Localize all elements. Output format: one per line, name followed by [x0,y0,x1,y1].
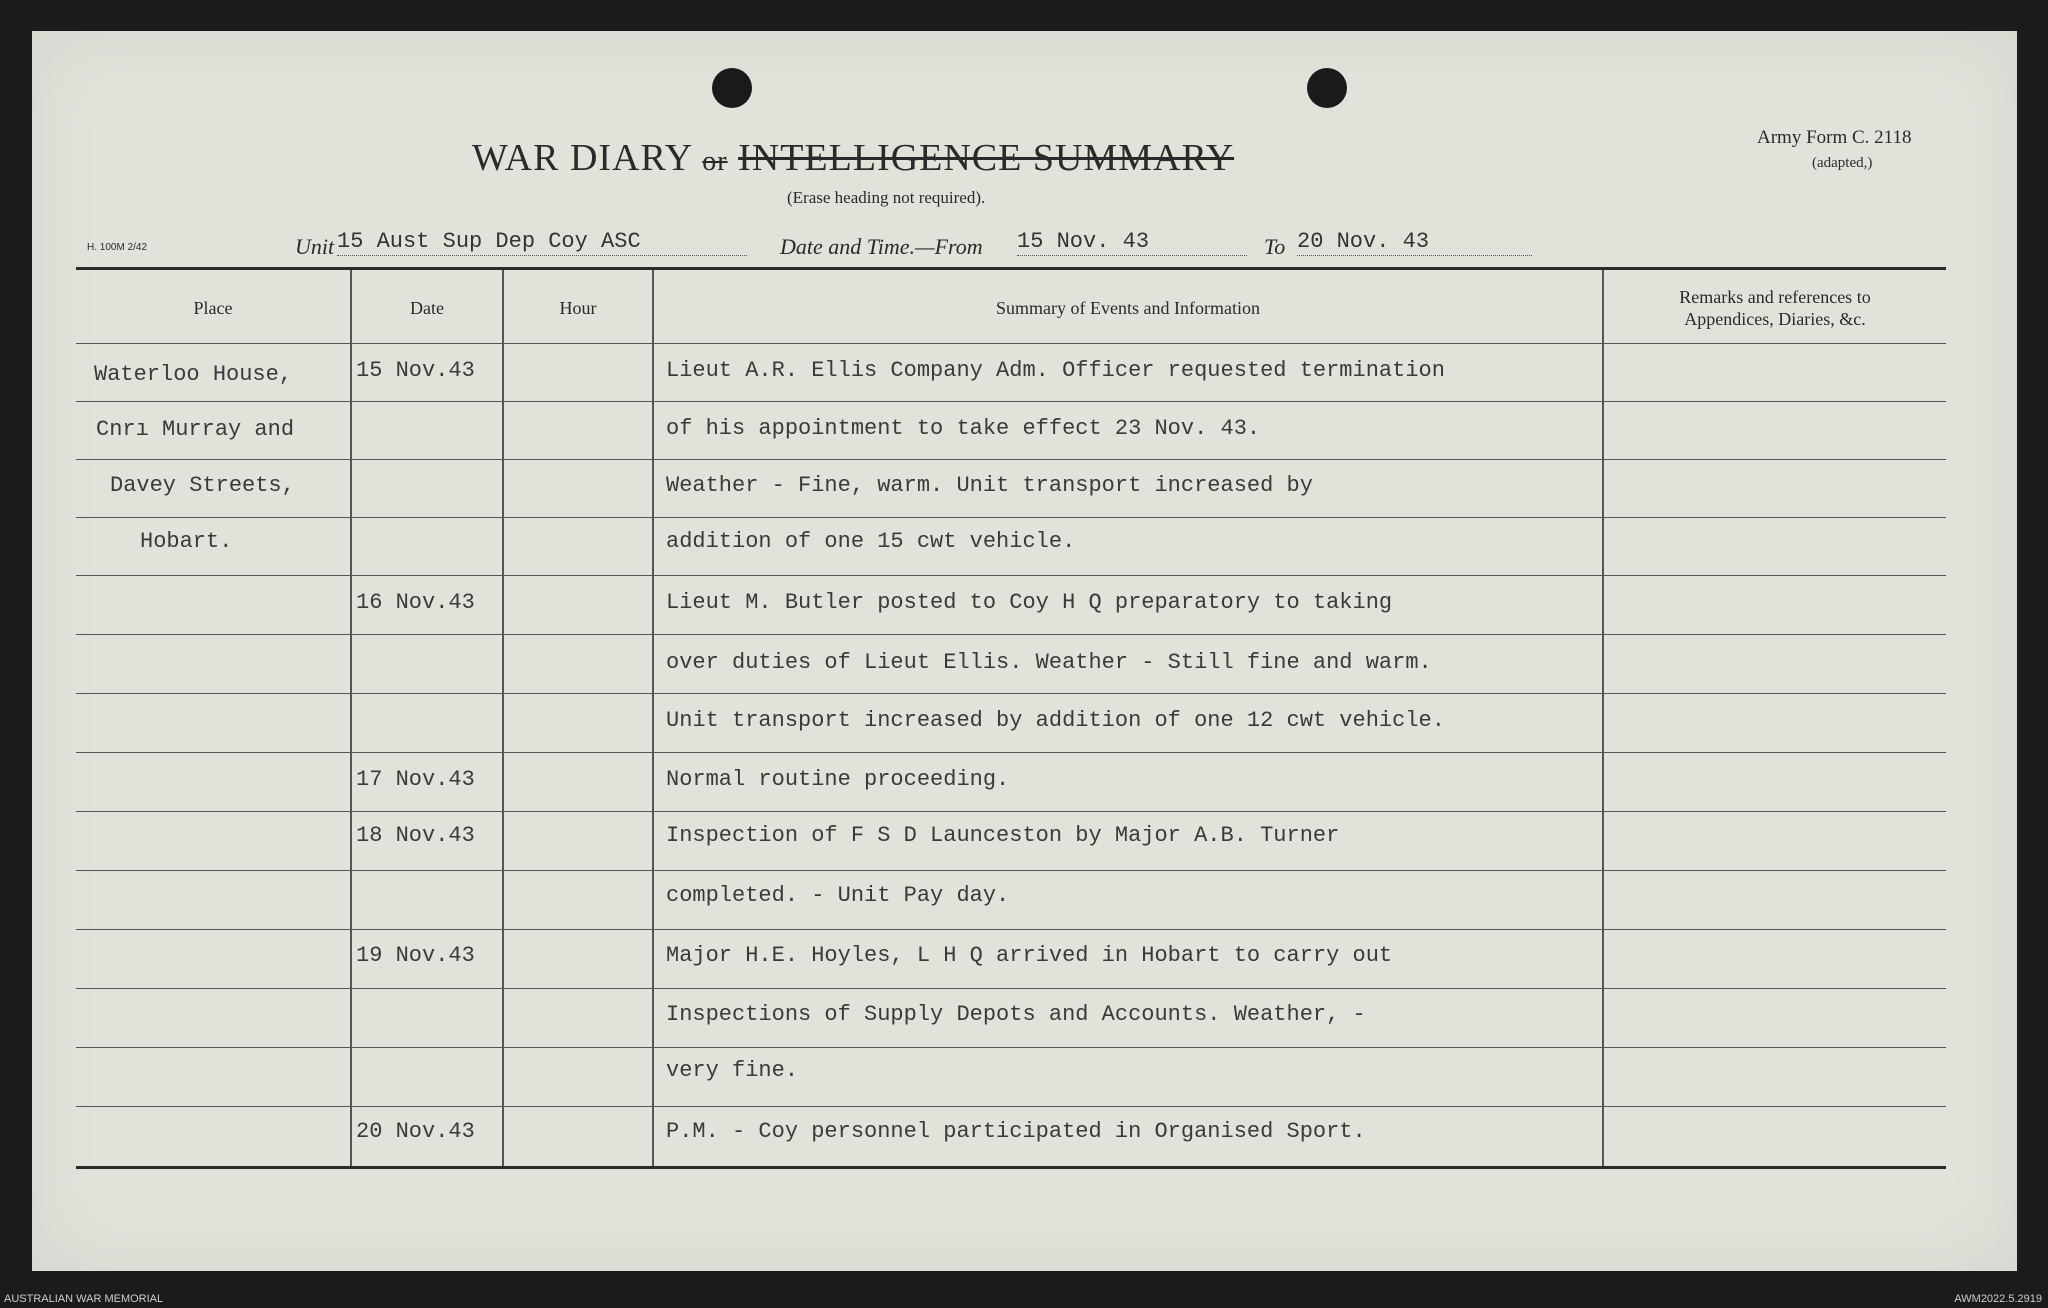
row-summary: Inspection of F S D Launceston by Major A.B. Turner [666,823,1340,848]
row-summary: Normal routine proceeding. [666,767,1010,792]
to-date-value: 20 Nov. 43 [1297,229,1532,256]
row-date: 17 Nov.43 [356,767,475,792]
row-summary: addition of one 15 cwt vehicle. [666,529,1076,554]
punch-hole [1307,68,1347,108]
unit-value: 15 Aust Sup Dep Coy ASC [337,229,747,256]
column-header-date: Date [410,297,444,318]
title-war-diary: WAR DIARY [472,137,692,179]
adapted-note: (adapted,) [1812,155,1873,171]
row-summary: of his appointment to take effect 23 Nov. 43. [666,416,1261,441]
archive-credit: AUSTRALIAN WAR MEMORIAL [4,1293,164,1305]
diary-table [76,267,1946,1169]
row-summary: Weather - Fine, warm. Unit transport increased by [666,473,1313,498]
place-line: Cnrı Murray and [96,417,295,442]
row-summary: Inspections of Supply Depots and Accounts. Weather, - [666,1002,1366,1027]
title-or: or [702,146,728,177]
row-date: 18 Nov.43 [356,823,475,848]
erase-note: (Erase heading not required). [787,188,986,207]
row-summary: over duties of Lieut Ellis. Weather - Still fine and warm. [666,650,1432,675]
army-form-number: Army Form C. 2118 [1757,127,1912,148]
row-summary: Lieut M. Butler posted to Coy H Q preparatory to taking [666,590,1393,615]
row-date: 20 Nov.43 [356,1119,475,1144]
row-date: 16 Nov.43 [356,590,475,615]
row-summary: Unit transport increased by addition of one 12 cwt vehicle. [666,708,1445,733]
row-date: 19 Nov.43 [356,943,475,968]
print-code: H. 100M 2/42 [87,242,148,253]
row-summary: Lieut A.R. Ellis Company Adm. Officer requested termination [666,358,1445,383]
place-line: Davey Streets, [110,473,295,498]
from-date-value: 15 Nov. 43 [1017,229,1247,256]
unit-label: Unit [295,234,335,259]
date-from-label: Date and Time.—From [780,234,983,259]
column-header-summary: Summary of Events and Information [996,297,1260,318]
column-header-remarks: Remarks and references to Appendices, Diaries, &c. [1679,286,1871,329]
form-title [472,136,1234,180]
place-line: Waterloo House, [94,362,293,387]
diary-sheet [32,31,2017,1271]
punch-hole [712,68,752,108]
row-summary: completed. - Unit Pay day. [666,883,1010,908]
row-date: 15 Nov.43 [356,358,475,383]
column-header-hour: Hour [559,297,597,318]
title-intelligence-summary: INTELLIGENCE SUMMARY [738,137,1235,179]
row-summary: Major H.E. Hoyles, L H Q arrived in Hobart to carry out [666,943,1393,968]
archive-reference: AWM2022.5.2919 [1954,1293,2042,1305]
row-summary: P.M. - Coy personnel participated in Organised Sport. [666,1119,1366,1144]
row-summary: very fine. [666,1058,799,1083]
column-header-place: Place [193,297,233,318]
place-line: Hobart. [140,529,233,554]
to-label: To [1264,234,1286,259]
